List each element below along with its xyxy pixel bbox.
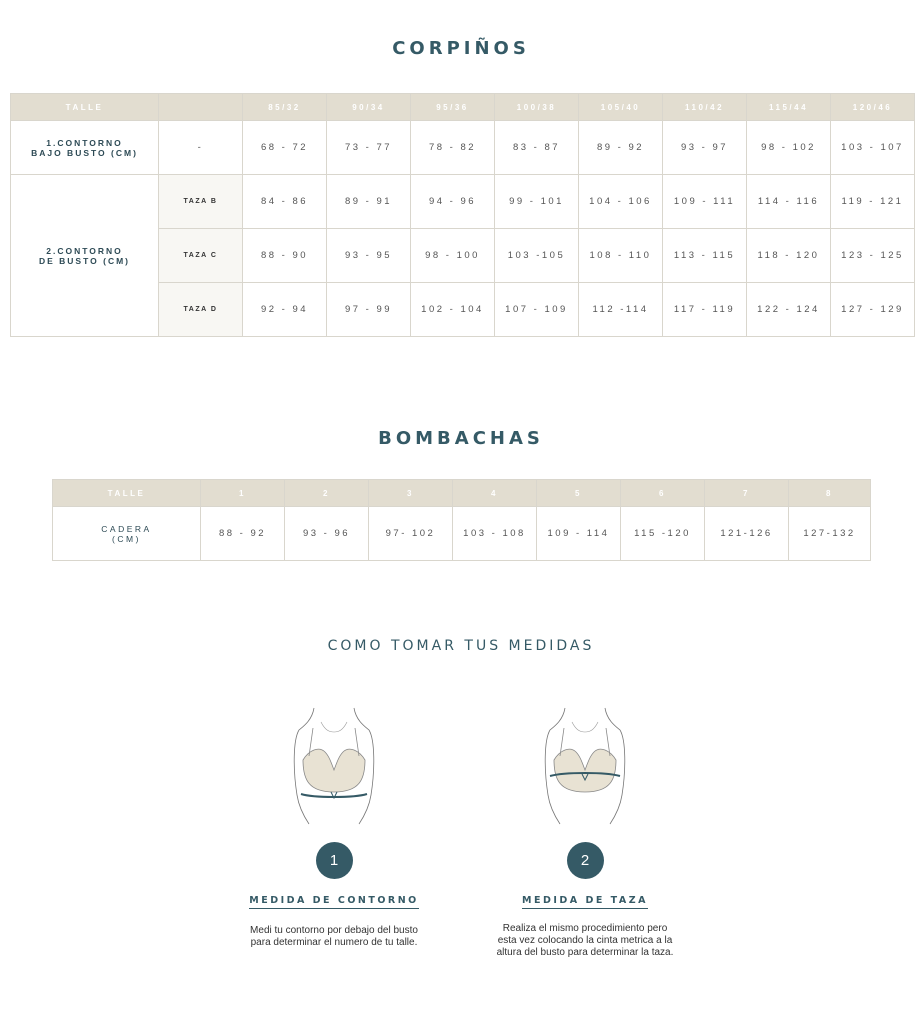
row-label-contorno-de-busto (11, 175, 159, 337)
step-medida-taza (465, 700, 705, 959)
cup-label: TAZA C (159, 229, 243, 283)
table-cell: 68 - 72 (243, 121, 327, 175)
table-cell: 108 - 110 (579, 229, 663, 283)
table-cell: 109 - 114 (537, 507, 621, 561)
bra-bust-measure-icon (530, 700, 640, 830)
header-size: 4 (453, 480, 537, 507)
header-size: 8 (789, 480, 871, 507)
step-description: Realiza el mismo procedimiento pero esta vez colocando la cinta metrica a la altura del busto para determinar la taza. (496, 923, 674, 958)
row-label-cadera (53, 507, 201, 561)
table-cell: 97 - 99 (327, 283, 411, 337)
table-cell: 127-132 (789, 507, 871, 561)
header-size: 3 (369, 480, 453, 507)
header-size: 95/36 (411, 94, 495, 121)
table-cell: 84 - 86 (243, 175, 327, 229)
row-label-line1: CONTORNO (57, 245, 123, 256)
table-cell: 93 - 95 (327, 229, 411, 283)
header-size: 120/46 (831, 94, 915, 121)
table-cell: 117 - 119 (663, 283, 747, 337)
header-size: 2 (285, 480, 369, 507)
cup-label: TAZA D (159, 283, 243, 337)
bombachas-title: BOMBACHAS (378, 428, 544, 449)
table-header-row (53, 480, 871, 507)
table-cell: 97- 102 (369, 507, 453, 561)
header-size: 100/38 (495, 94, 579, 121)
row-label-line2: DE BUSTO (CM) (38, 255, 130, 266)
table-cell: 113 - 115 (663, 229, 747, 283)
header-size: 105/40 (579, 94, 663, 121)
header-size: 6 (621, 480, 705, 507)
header-size: 1 (201, 480, 285, 507)
row-label-line2: BAJO BUSTO (CM) (31, 147, 138, 158)
table-cell: 99 - 101 (495, 175, 579, 229)
row-label-contorno-bajo-busto (11, 121, 159, 175)
bombachas-size-table (52, 479, 871, 561)
table-row (11, 121, 915, 175)
row-label-number: 2. (46, 245, 58, 256)
header-size: 85/32 (243, 94, 327, 121)
table-cell: 109 - 111 (663, 175, 747, 229)
bra-underbust-measure-icon (279, 700, 389, 830)
header-size: 115/44 (747, 94, 831, 121)
table-cell: 88 - 92 (201, 507, 285, 561)
table-cell: 115 -120 (621, 507, 705, 561)
header-size: 110/42 (663, 94, 747, 121)
cup-label: TAZA B (159, 175, 243, 229)
table-row (53, 507, 871, 561)
header-talle: TALLE (11, 94, 159, 121)
table-cell: 114 - 116 (747, 175, 831, 229)
corpinos-title: CORPIÑOS (392, 38, 530, 59)
header-empty (159, 94, 243, 121)
header-talle: TALLE (53, 480, 201, 507)
table-cell: 78 - 82 (411, 121, 495, 175)
como-tomar-title: COMO TOMAR TUS MEDIDAS (327, 638, 595, 654)
step-medida-contorno (214, 700, 454, 949)
table-header-row (11, 94, 915, 121)
header-size: 7 (705, 480, 789, 507)
step-number-badge: 2 (567, 842, 604, 879)
table-cell: 104 - 106 (579, 175, 663, 229)
table-cell: 123 - 125 (831, 229, 915, 283)
table-cell: 94 - 96 (411, 175, 495, 229)
step-description: Medi tu contorno por debajo del busto para determinar el numero de tu talle. (250, 925, 418, 948)
row-label-line1: CADERA (101, 523, 152, 534)
table-cell: 93 - 97 (663, 121, 747, 175)
table-cell: 103 -105 (495, 229, 579, 283)
table-cell: 88 - 90 (243, 229, 327, 283)
table-cell: 98 - 100 (411, 229, 495, 283)
table-cell: 92 - 94 (243, 283, 327, 337)
table-cell: 121-126 (705, 507, 789, 561)
table-cell: 89 - 92 (579, 121, 663, 175)
table-cell: 103 - 107 (831, 121, 915, 175)
header-size: 5 (537, 480, 621, 507)
table-cell: 107 - 109 (495, 283, 579, 337)
row-label-line2: (CM) (112, 533, 141, 544)
corpinos-size-table (10, 93, 915, 337)
header-size: 90/34 (327, 94, 411, 121)
table-cell: 103 - 108 (453, 507, 537, 561)
table-cell: 98 - 102 (747, 121, 831, 175)
table-cell: 112 -114 (579, 283, 663, 337)
table-cell: 127 - 129 (831, 283, 915, 337)
table-cell: 93 - 96 (285, 507, 369, 561)
table-cell: 102 - 104 (411, 283, 495, 337)
table-cell: 118 - 120 (747, 229, 831, 283)
step-title: MEDIDA DE CONTORNO (249, 895, 419, 909)
step-number-badge: 1 (316, 842, 353, 879)
table-cell: 119 - 121 (831, 175, 915, 229)
table-cell: - (159, 121, 243, 175)
table-cell: 122 - 124 (747, 283, 831, 337)
table-row (11, 175, 915, 229)
table-cell: 83 - 87 (495, 121, 579, 175)
row-label-line1: CONTORNO (57, 137, 123, 148)
step-title: MEDIDA DE TAZA (522, 895, 648, 909)
table-cell: 73 - 77 (327, 121, 411, 175)
row-label-number: 1. (46, 137, 58, 148)
table-cell: 89 - 91 (327, 175, 411, 229)
